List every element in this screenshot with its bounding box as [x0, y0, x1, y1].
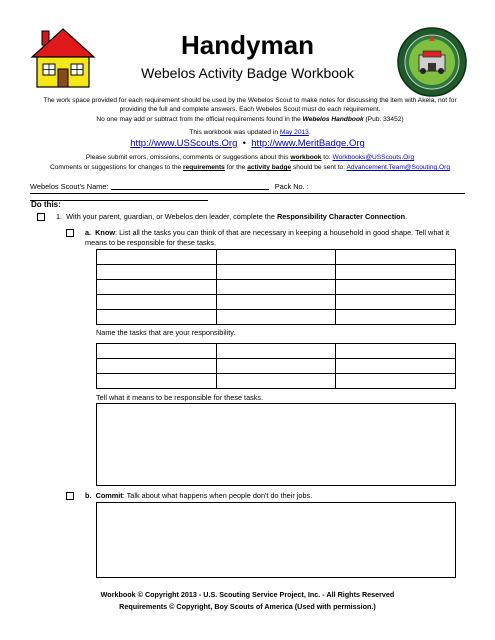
table-row — [97, 344, 456, 359]
req1b-instruction: : Talk about what happens when people don't do their jobs. — [122, 491, 313, 500]
table-cell[interactable] — [97, 280, 217, 295]
requirements-copyright: Requirements © Copyright, Boy Scouts of America (Used with permission.) — [119, 602, 376, 611]
commit-answer-box[interactable] — [96, 502, 456, 578]
intro-paragraph: The work space provided for each requirement should be used by the Webelos Scout to make notes for discussing the item with Akela, not for providing the full and complete answers. Each Webelos Scout must do each requirement. — [43, 97, 457, 113]
req1b-text — [85, 491, 465, 501]
scout-info-row — [30, 181, 470, 203]
activity-badge-word: activity badge — [247, 164, 292, 171]
update-line — [30, 129, 470, 138]
table-cell[interactable] — [336, 280, 456, 295]
intro-rules-pub: (Pub. 33452) — [363, 116, 404, 123]
table-cell[interactable] — [97, 310, 217, 325]
table-row — [97, 310, 456, 325]
submit-to: to: — [321, 154, 333, 161]
req1b-letter: b. — [85, 491, 92, 500]
workbook-word: workbook — [290, 154, 322, 161]
comments-for: for the — [224, 164, 248, 171]
usscouts-link[interactable]: http://www.USScouts.Org — [130, 138, 238, 149]
table-cell[interactable] — [97, 359, 217, 374]
submit-text: Please submit errors, omissions, comments or suggestions about this — [85, 154, 291, 161]
table-row — [97, 295, 456, 310]
pack-number-label: Pack No. : — [274, 182, 309, 191]
table-row — [97, 250, 456, 265]
workbooks-email-link[interactable]: Workbooks@USScouts.Org — [332, 154, 415, 161]
table-cell[interactable] — [336, 265, 456, 280]
table-cell[interactable] — [216, 344, 336, 359]
table-row — [97, 265, 456, 280]
page-title: Handyman — [181, 30, 314, 60]
table-cell[interactable] — [216, 295, 336, 310]
req1-number: 1. — [56, 212, 63, 221]
table-cell[interactable] — [216, 250, 336, 265]
know-keyword: Know — [95, 228, 116, 237]
household-tasks-table — [96, 249, 456, 325]
table-cell[interactable] — [97, 265, 217, 280]
table-cell[interactable] — [97, 250, 217, 265]
comments-sent-to: should be sent to: — [291, 164, 347, 171]
link-separator: • — [242, 138, 246, 149]
page-subtitle: Webelos Activity Badge Workbook — [141, 65, 354, 81]
your-tasks-table — [96, 343, 456, 389]
table-cell[interactable] — [216, 359, 336, 374]
responsibility-answer-box[interactable] — [96, 403, 456, 486]
responsibility-connection: Responsibility Character Connection — [276, 212, 406, 221]
table-cell[interactable] — [97, 344, 217, 359]
commit-keyword: Commit — [95, 491, 123, 500]
advancement-email-link[interactable]: Advancement.Team@Scouting.Org — [346, 164, 450, 171]
req1b-checkbox[interactable] — [66, 492, 74, 500]
table-row — [97, 359, 456, 374]
do-this-heading: Do this: — [31, 200, 61, 209]
page-footer — [0, 589, 495, 613]
req1-text — [56, 212, 476, 222]
table-cell[interactable] — [216, 310, 336, 325]
comments-text: Comments or suggestions for changes to the — [50, 164, 184, 171]
update-period: . — [308, 129, 311, 136]
intro-rules-line — [30, 116, 470, 125]
table-cell[interactable] — [216, 265, 336, 280]
submit-errors-line — [30, 154, 470, 163]
table-cell[interactable] — [216, 280, 336, 295]
table-cell[interactable] — [336, 374, 456, 389]
table-row — [97, 374, 456, 389]
req1a-checkbox[interactable] — [66, 229, 74, 237]
intro-rules-text: No one may add or subtract from the official requirements found in the — [96, 116, 303, 123]
scout-name-field[interactable] — [111, 181, 269, 190]
header-divider — [30, 193, 465, 194]
table-cell[interactable] — [336, 344, 456, 359]
table-cell[interactable] — [97, 374, 217, 389]
table-cell[interactable] — [97, 295, 217, 310]
table-cell[interactable] — [216, 374, 336, 389]
workbook-copyright: Workbook © Copyright 2013 - U.S. Scouting Service Project, Inc. - All Rights Reserved — [100, 590, 395, 599]
your-tasks-prompt: Name the tasks that are your responsibility. — [96, 328, 236, 337]
table-row — [97, 280, 456, 295]
update-text: This workbook was updated in — [189, 129, 280, 136]
requirements-comments-line — [30, 164, 470, 173]
req1-checkbox[interactable] — [37, 213, 45, 221]
req1a-text — [85, 228, 465, 247]
meritbadge-link[interactable]: http://www.MeritBadge.Org — [251, 138, 365, 149]
req1-period: . — [405, 212, 408, 221]
update-date-link[interactable]: May 2013 — [279, 129, 309, 136]
requirements-word: requirements — [183, 164, 225, 171]
scout-name-label: Webelos Scout's Name: — [30, 182, 111, 191]
table-cell[interactable] — [336, 250, 456, 265]
table-cell[interactable] — [336, 359, 456, 374]
responsibility-meaning-prompt: Tell what it means to be responsible for these tasks. — [96, 393, 264, 402]
req1-instruction: With your parent, guardian, or Webelos den leader, complete the — [66, 212, 277, 221]
req1a-letter: a. — [85, 228, 92, 237]
table-cell[interactable] — [336, 310, 456, 325]
website-links — [0, 138, 495, 150]
table-cell[interactable] — [336, 295, 456, 310]
handbook-title: Webelos Handbook — [302, 116, 364, 123]
req1a-instruction: : List all the tasks you can think of that are necessary in keeping a household in good shape. Tell what it means to be responsible for these tasks. — [85, 228, 450, 247]
